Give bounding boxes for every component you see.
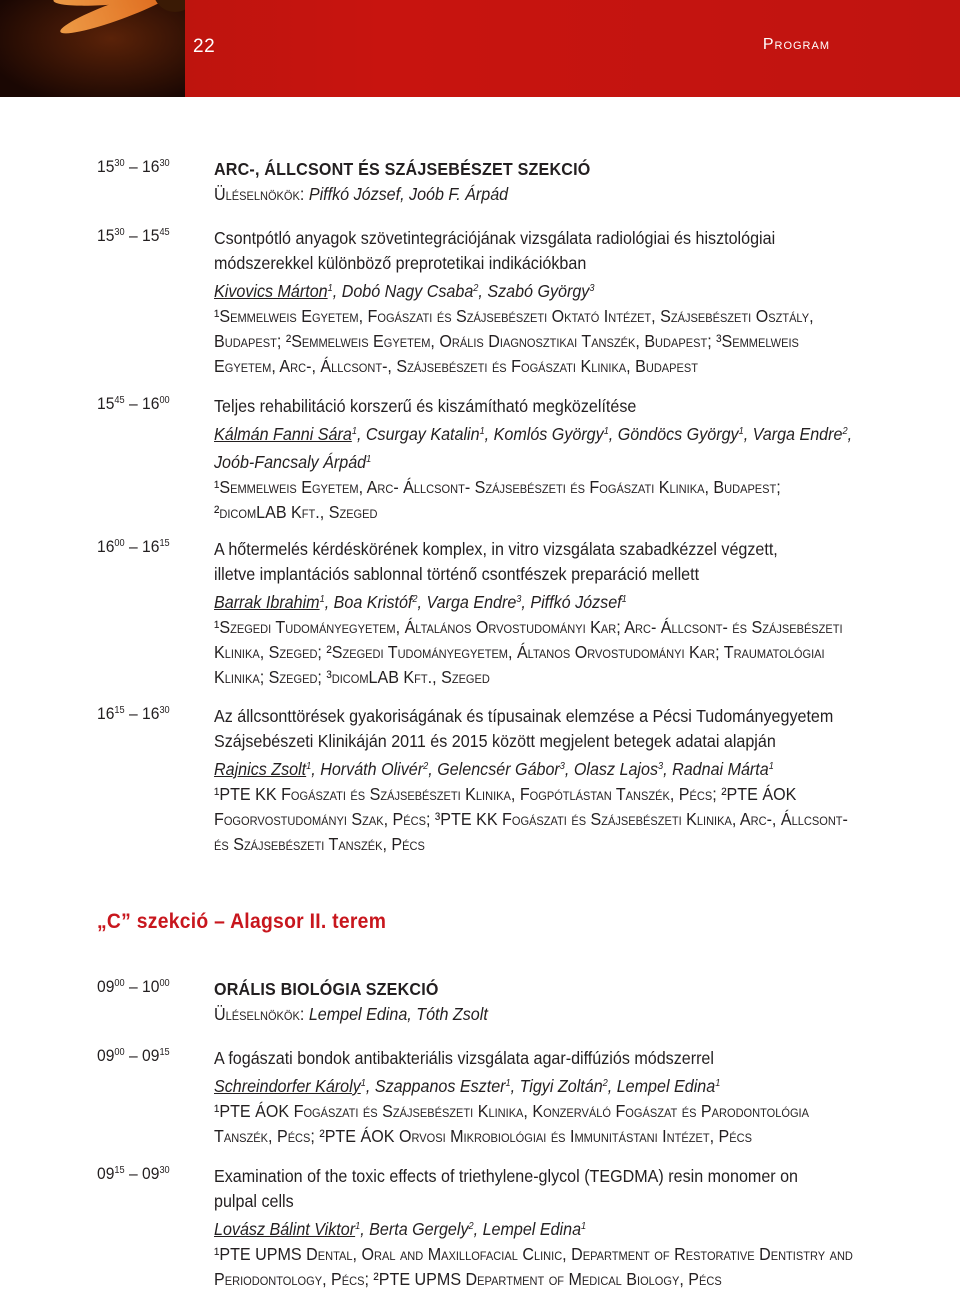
flower-image: [0, 0, 185, 97]
author-affiliation-number: 2: [468, 1221, 474, 1232]
author-affiliation-number: 1: [621, 594, 627, 605]
time-range: [97, 704, 170, 724]
presentation-title: A hőtermelés kérdéskörének komplex, in vitro vizsgálata szabadkézzel végzett,: [214, 539, 778, 559]
author-affiliation-number: 1: [768, 761, 774, 772]
author-line: Kálmán Fanni Sára$^1$, Csurgay Katalin$^1$, Komlós György$^1$, Göndöcs György$^1$, Varga Endre$^2$,: [214, 424, 853, 444]
affiliation: ¹PTE ÁOK Fogászati és Szájsebészeti Klinika, Konzerváló Fogászat és Parodontológia: [214, 1101, 809, 1121]
program-text: [214, 226, 874, 379]
affiliation: és Szájsebészeti Tanszék, Pécs: [214, 834, 425, 854]
header-title: Program: [762, 36, 830, 53]
author-affiliation-number: 1: [327, 283, 333, 294]
affiliation: Egyetem, Arc-, Állcsont-, Szájsebészeti és Fogászati Klinika, Budapest: [214, 356, 699, 376]
presenting-author: Barrak Ibrahim: [214, 592, 320, 612]
time-end-minutes: 00: [159, 395, 170, 406]
time-range: [97, 1046, 170, 1066]
affiliation: ¹Semmelweis Egyetem, Arc- Állcsont- Szájsebészeti és Fogászati Klinika, Budapest;: [214, 477, 781, 497]
time-end: 09: [142, 1046, 160, 1065]
session-chairs: [214, 182, 874, 207]
time-end: 10: [142, 977, 160, 996]
affiliation: ¹Szegedi Tudományegyetem, Általános Orvostudományi Kar; Arc- Állcsont- és Szájsebészeti: [214, 617, 843, 637]
presentation-title: illetve implantációs sablonnal történő csontfészek preparáció mellett: [214, 564, 700, 584]
presentation-title: módszerekkel különböző preprotetikai indikációkban: [214, 253, 587, 273]
author: Berta Gergely: [369, 1219, 469, 1239]
time-start-minutes: 00: [114, 978, 125, 989]
program-text: [214, 1164, 874, 1292]
affiliation: ¹PTE KK Fogászati és Szájsebészeti Klinika, Fogpótlástan Tanszék, Pécs; ²PTE ÁOK: [214, 784, 797, 804]
presenting-author: Lovász Bálint Viktor: [214, 1219, 356, 1239]
author-affiliation-number: 1: [603, 426, 609, 437]
presentation-title: Examination of the toxic effects of triethylene-glycol (TEGDMA) resin monomer on: [214, 1166, 799, 1186]
session-chairs: [214, 1002, 874, 1027]
time-range: [97, 977, 170, 997]
presentation-title: Csontpótló anyagok szövetintegrációjának vizsgálata radiológiai és hisztológiai: [214, 228, 776, 248]
time-end: 16: [142, 394, 160, 413]
time-start-minutes: 30: [114, 227, 125, 238]
time-end-minutes: 30: [159, 705, 170, 716]
author-line: Schreindorfer Károly$^1$, Szappanos Eszter$^1$, Tigyi Zoltán$^2$, Lempel Edina$^1$: [214, 1076, 721, 1096]
time-end: 15: [142, 226, 160, 245]
author-affiliation-number: 1: [355, 1221, 361, 1232]
presenting-author: Kivovics Márton: [214, 281, 328, 301]
time-dash: –: [124, 1164, 143, 1183]
author-affiliation-number: 3: [658, 761, 664, 772]
author-affiliation-number: 2: [412, 594, 418, 605]
author: Varga Endre: [426, 592, 517, 612]
author-affiliation-number: 1: [479, 426, 485, 437]
program-text: [214, 977, 874, 1027]
author-line: Lovász Bálint Viktor$^1$, Berta Gergely$^2$, Lempel Edina$^1$: [214, 1219, 587, 1239]
presentation-title: Az állcsonttörések gyakoriságának és típusainak elemzése a Pécsi Tudományegyetem: [214, 706, 834, 726]
author: Radnai Márta: [672, 759, 769, 779]
time-end: 16: [142, 704, 160, 723]
time-dash: –: [124, 1046, 143, 1065]
time-end-minutes: 15: [159, 538, 170, 549]
time-range: [97, 226, 170, 246]
chairs-names: Piffkó József, Joób F. Árpád: [308, 184, 509, 204]
time-start: 09: [97, 1164, 115, 1183]
author-affiliation-number: 1: [306, 761, 312, 772]
affiliation: Tanszék, Pécs; ²PTE ÁOK Orvosi Mikrobiológiai és Immunitástani Intézet, Pécs: [214, 1126, 752, 1146]
time-end-minutes: 30: [159, 1165, 170, 1176]
time-range: [97, 157, 170, 177]
author: Szappanos Eszter: [374, 1076, 506, 1096]
time-dash: –: [124, 704, 143, 723]
author-affiliation-number: 2: [842, 426, 848, 437]
time-dash: –: [124, 537, 143, 556]
time-start: 09: [97, 977, 115, 996]
time-dash: –: [124, 977, 143, 996]
author: Dobó Nagy Csaba: [341, 281, 474, 301]
author: Lempel Edina: [616, 1076, 716, 1096]
affiliation: ¹PTE UPMS Dental, Oral and Maxillofacial Clinic, Department of Restorative Dentistry and: [214, 1244, 853, 1264]
page-number: 22: [193, 36, 216, 57]
presentation-title: Teljes rehabilitáció korszerű és kiszámítható megközelítése: [214, 396, 637, 416]
author-affiliation-number: 1: [360, 1078, 366, 1089]
time-start-minutes: 45: [114, 395, 125, 406]
affiliation: Klinika, Szeged; ²Szegedi Tudományegyetem, Áltanos Orvostudományi Kar; Traumatológiai: [214, 642, 825, 662]
time-start-minutes: 30: [114, 158, 125, 169]
author-line: Barrak Ibrahim$^1$, Boa Kristóf$^2$, Varga Endre$^3$, Piffkó József$^1$: [214, 592, 627, 612]
author: Lempel Edina: [482, 1219, 582, 1239]
author-affiliation-number: 3: [559, 761, 565, 772]
author: Göndöcs György: [617, 424, 739, 444]
time-dash: –: [124, 394, 143, 413]
time-end-minutes: 45: [159, 227, 170, 238]
author-line: Rajnics Zsolt$^1$, Horváth Olivér$^2$, Gelencsér Gábor$^3$, Olasz Lajos$^3$, Radnai Márta$^1$: [214, 759, 774, 779]
presentation-title: A fogászati bondok antibakteriális vizsgálata agar-diffúziós módszerrel: [214, 1048, 714, 1068]
time-end-minutes: 15: [159, 1047, 170, 1058]
program-text: [214, 1046, 874, 1149]
time-start: 15: [97, 394, 115, 413]
time-start: 15: [97, 157, 115, 176]
author-affiliation-number: 1: [715, 1078, 721, 1089]
time-start: 09: [97, 1046, 115, 1065]
author: Komlós György: [493, 424, 604, 444]
time-start: 15: [97, 226, 115, 245]
presenting-author: Rajnics Zsolt: [214, 759, 307, 779]
chairs-names: Lempel Edina, Tóth Zsolt: [308, 1004, 488, 1024]
program-text: [214, 537, 874, 690]
affiliation: Fogorvostudományi Szak, Pécs; ³PTE KK Fogászati és Szájsebészeti Klinika, Arc-, Állcsont-: [214, 809, 848, 829]
author: Csurgay Katalin: [365, 424, 480, 444]
author-affiliation-number: 1: [366, 454, 372, 465]
author-affiliation-number: 1: [319, 594, 325, 605]
presentation-title: pulpal cells: [214, 1191, 294, 1211]
affiliation: ¹Semmelweis Egyetem, Fogászati és Szájsebészeti Oktató Intézet, Szájsebészeti Osztály,: [214, 306, 814, 326]
chairs-label: Üléselnökök:: [214, 184, 309, 204]
presentation-title: Szájsebészeti Klinikáján 2011 és 2015 között megjelent betegek adatai alapján: [214, 731, 776, 751]
time-start-minutes: 15: [114, 1165, 125, 1176]
author-affiliation-number: 1: [505, 1078, 511, 1089]
author-line: [214, 447, 874, 475]
author: Szabó György: [487, 281, 590, 301]
c-section-heading: „C” szekció – Alagsor II. terem: [97, 910, 387, 933]
time-range: [97, 537, 170, 557]
author: Tigyi Zoltán: [519, 1076, 603, 1096]
time-end-minutes: 30: [159, 158, 170, 169]
page-header: [0, 0, 960, 97]
time-end: 16: [142, 537, 160, 556]
time-start-minutes: 00: [114, 1047, 125, 1058]
presenting-author: Kálmán Fanni Sára: [214, 424, 352, 444]
affiliation: Periodontology, Pécs; ²PTE UPMS Department of Medical Biology, Pécs: [214, 1269, 722, 1289]
author-affiliation-number: 3: [589, 283, 595, 294]
time-start-minutes: 15: [114, 705, 125, 716]
time-start-minutes: 00: [114, 538, 125, 549]
time-range: [97, 1164, 170, 1184]
author: Horváth Olivér: [320, 759, 424, 779]
author-affiliation-number: 1: [581, 1221, 587, 1232]
author-affiliation-number: 2: [473, 283, 479, 294]
author: Joób-Fancsaly Árpád: [214, 452, 367, 472]
author-line: Kivovics Márton$^1$, Dobó Nagy Csaba$^2$, Szabó György$^3$: [214, 281, 595, 301]
time-dash: –: [124, 157, 143, 176]
chairs-label: Üléselnökök:: [214, 1004, 309, 1024]
time-start: 16: [97, 537, 115, 556]
time-dash: –: [124, 226, 143, 245]
author-affiliation-number: 2: [602, 1078, 608, 1089]
program-text: [214, 157, 874, 207]
program-text: [214, 394, 874, 525]
affiliation: Klinika; Szeged; ³dicomLAB Kft., Szeged: [214, 667, 490, 687]
time-end-minutes: 00: [159, 978, 170, 989]
affiliation: ²dicomLAB Kft., Szeged: [214, 502, 378, 522]
time-end: 09: [142, 1164, 160, 1183]
time-start: 16: [97, 704, 115, 723]
presenting-author: Schreindorfer Károly: [214, 1076, 361, 1096]
author: Varga Endre: [752, 424, 843, 444]
author: Gelencsér Gábor: [437, 759, 560, 779]
time-range: [97, 394, 170, 414]
affiliation: Budapest; ²Semmelweis Egyetem, Orális Diagnosztikai Tanszék, Budapest; ³Semmelweis: [214, 331, 799, 351]
program-text: [214, 704, 874, 857]
section-title: ARC-, ÁLLCSONT ÉS SZÁJSEBÉSZET SZEKCIÓ: [214, 159, 591, 179]
author: Olasz Lajos: [573, 759, 659, 779]
time-end: 16: [142, 157, 160, 176]
section-title: ORÁLIS BIOLÓGIA SZEKCIÓ: [214, 979, 439, 999]
author-affiliation-number: 1: [351, 426, 357, 437]
author-affiliation-number: 2: [423, 761, 429, 772]
author-affiliation-number: 1: [738, 426, 744, 437]
author: Boa Kristóf: [333, 592, 413, 612]
author: Piffkó József: [530, 592, 622, 612]
author-affiliation-number: 3: [516, 594, 522, 605]
